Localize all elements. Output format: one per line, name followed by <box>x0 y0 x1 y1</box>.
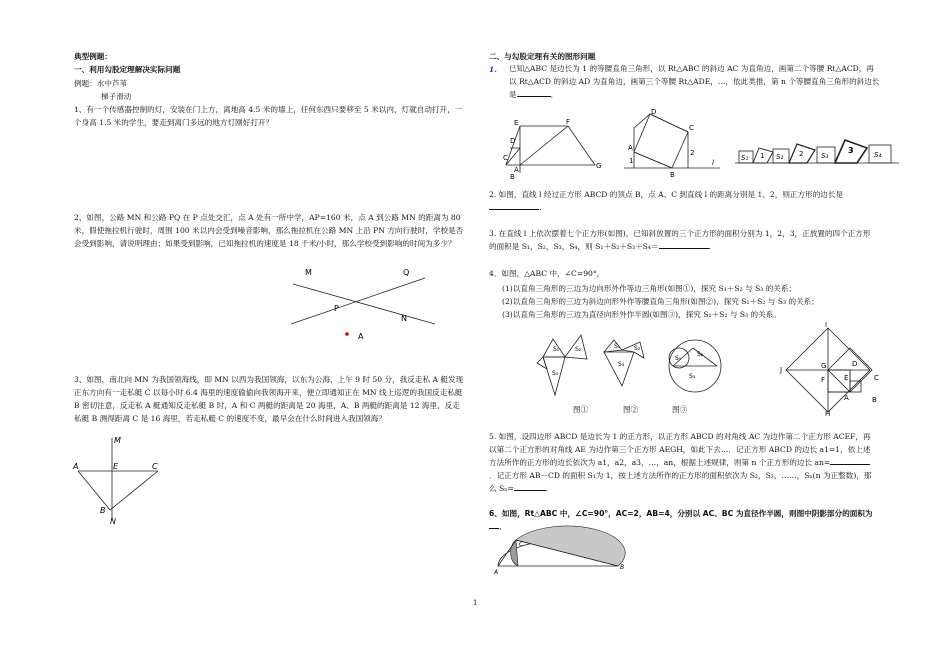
label-e: E <box>514 119 519 127</box>
label-g: G <box>596 162 602 170</box>
answer-blank-1 <box>517 88 551 97</box>
examples-line: 例题：水中芦苇 <box>74 79 128 88</box>
heading: 典型例题： <box>74 52 112 61</box>
road-mn <box>293 284 435 324</box>
label-c: C <box>689 124 694 132</box>
label-b: B <box>670 171 675 179</box>
label-p: P <box>334 304 339 313</box>
semicircles-figure <box>667 338 727 398</box>
label-s4: S₄ <box>874 151 882 159</box>
label-2: 2 <box>690 149 695 157</box>
label-s1: S₁ <box>741 154 749 162</box>
examples-ladder: 梯子滑动 <box>101 92 132 101</box>
label-d: D <box>510 137 516 145</box>
caption-fig-3: 图③ <box>672 405 688 414</box>
label-area-1: 1 <box>760 152 765 160</box>
label-f: F <box>566 118 571 126</box>
label-a: A <box>628 144 633 152</box>
section-1-title: 一、利用勾股定理解决实际问题 <box>74 65 181 74</box>
label-a: A <box>73 462 79 471</box>
right-question-4-part3: (3)以直角三角形的三边为直径向形外作半圆(如图③)，探究 S₁＋S₂ 与 S₃ 的关系。 <box>502 310 781 319</box>
label-area-2: 2 <box>799 150 804 158</box>
label-b: B <box>872 396 877 404</box>
seven-squares-figure <box>733 128 903 168</box>
label-h: H <box>825 410 831 418</box>
label-a: A <box>514 166 519 174</box>
caption-fig-1: 图① <box>573 405 589 414</box>
right-question-3: 3. 在直线 l 上依次摆着七个正方形(如图)，已知斜放置的三个正方形的面积分别为 1，2，3，正放置的四个正方形的面积是 S₁，S₂，S₃，S₄，则 S₁＋S₂＋S₃＋S₄＝ . <box>489 229 871 251</box>
section-2-title: 二、与勾股定理有关的图形问题 <box>489 52 596 61</box>
label-b: B <box>510 173 515 181</box>
equilateral-triangles-figure <box>535 325 595 400</box>
right-question-6: 6、如图，Rt△ABC 中，∠C=90°，AC=2，AB=4，分别以 AC、BC 为直径作半圆，则图中阴影部分的面积为． <box>489 509 873 531</box>
right-q1-number: 1. <box>489 65 497 74</box>
page-number: 1 <box>473 599 478 607</box>
label-j: J <box>780 366 783 374</box>
left-question-2: 2、如图，公路 MN 和公路 PQ 在 P 点处交汇，点 A 处有一所中学，AP=160 米，点 A 到公路 MN 的距离为 80 米，假使拖拉机行驶时，周围 100 米以内会受到噪音影响，那么拖拉机在公路 MN 上沿 PN 方向行驶时，学校是否会受到影响，请说明理由；如果受到影响，已知拖拉机的速度是 18 千米/小时，那么学校受到影响的时间为多少？ <box>74 213 464 248</box>
label-q: Q <box>403 268 410 277</box>
label-s2: S₂ <box>575 346 582 353</box>
label-s1: S₁ <box>553 346 560 353</box>
label-b: B <box>620 564 625 571</box>
label-s3: S₃ <box>552 370 559 377</box>
label-i: I <box>825 321 828 329</box>
label-m: M <box>114 436 121 445</box>
answer-blank-5b <box>514 482 546 491</box>
answer-blank-6 <box>489 520 499 529</box>
label-e: E <box>844 374 849 382</box>
label-d: D <box>651 108 657 116</box>
right-question-1: 已知△ABC 是边长为 1 的等腰直角三角形，以 Rt△ABC 的斜边 AC 为直角边，画第二个等腰 Rt△ACD，再以 Rt△ACD 的斜边 AD 为直角边，画第三个等腰 Rt△ADE，…，依此类推，第 n 个等腰直角三角形的斜边长是 ． <box>509 64 880 99</box>
left-question-3: 3、如图，南北向 MN 为我国领海线，即 MN 以西为我国领海，以东为公海，上午 9 时 50 分，我反走私 A 艇发现正东方向有一走私艇 C 以每小时 6.4 海里的速度偷偷向我领海开来，便立即通知正在 MN 线上巡逻的我国反走私艇 B 密切注意，反走私 A 艇通知反走私艇 B 时，A 和 C 两艇的距离是 20 海里，A、B 两艇的距离是 12 海里，反走私艇 B 测得距离 C 是 16 海里，若走私艇 C 的速度不变，最早会在什么时间进入我国领海？ <box>74 375 464 423</box>
right-question-4-part1: (1)以直角三角形的三边为边向形外作等边三角形(如图①)，探究 S₁＋S₂ 与 S₃ 的关系； <box>502 284 797 293</box>
label-d: D <box>852 360 858 368</box>
right-question-4-part2: (2)以直角三角形的三边为斜边向形外作等腰直角三角形(如图②)，探究 S₁＋S₂ 与 S₃ 的关系； <box>502 297 819 306</box>
line-ab <box>78 471 110 510</box>
label-c: C <box>503 154 508 162</box>
label-g: G <box>821 362 827 370</box>
spiral-triangles-figure <box>500 118 610 180</box>
answer-blank-5a <box>830 456 870 465</box>
label-b: B <box>100 506 106 515</box>
label-s1: S₁ <box>675 355 682 362</box>
label-s3: S₃ <box>618 361 625 368</box>
label-f: F <box>821 376 826 384</box>
label-s2: S₂ <box>697 351 704 358</box>
label-c: C <box>874 374 879 382</box>
label-s3: S₃ <box>689 373 696 380</box>
nested-squares-figure <box>778 322 888 416</box>
answer-blank-2 <box>489 201 539 210</box>
label-e: E <box>113 462 119 471</box>
label-a: A <box>844 394 849 402</box>
answer-blank-3 <box>659 240 709 249</box>
label-a: A <box>494 569 499 576</box>
label-s1: S₁ <box>614 343 621 350</box>
label-area-3: 3 <box>848 146 854 155</box>
label-s3: S₃ <box>821 152 829 160</box>
label-c: C <box>152 462 158 471</box>
label-1: 1 <box>629 157 634 165</box>
left-question-1: 1、有一个传感器控制的灯，安装在门上方，离地高 4.5 米的墙上，任何东西只要移至 5 米以内，灯就自动打开，一个身高 1.5 米的学生，要走到离门多远的地方灯刚好打开？ <box>74 105 463 127</box>
label-c: C <box>519 541 524 548</box>
label-s2: S₂ <box>776 153 784 161</box>
boats-figure <box>72 432 172 527</box>
label-a: A <box>358 332 364 341</box>
label-s2: S₂ <box>634 345 641 352</box>
label-n: N <box>110 517 116 526</box>
roads-figure <box>285 262 455 342</box>
line-cb <box>110 471 158 510</box>
right-question-5: 5. 如图，设四边形 ABCD 是边长为 1 的正方形，以正方形 ABCD 的对角线 AC 为边作第二个正方形 ACEF，再以第二个正方形的对角线 AE 为边作第三个正方形 AEGH，如此下去…．记正方形 ABCD 的边长 a1=1，依上述方法所作的正方形的边长依次为 a1，a2，a3，…，an，根据上述规律，则第 n 个正方形的边长 an=．记正方形 AB－CD 的面积 S₁为 1，按上述方法所作的正方形的面积依次为 S₂，S₃，……，Sₙ(n 为正整数)，那么 Sₙ= . <box>489 432 872 493</box>
isosceles-right-triangles-figure <box>598 336 658 401</box>
label-l: l <box>712 159 714 167</box>
caption-fig-2: 图② <box>623 405 639 414</box>
right-question-4-intro: 4．如图，△ABC 中，∠C=90°， <box>489 269 605 278</box>
right-question-2: 2. 如图，直线 l 经过正方形 ABCD 的顶点 B，点 A、C 到直线 l 的距离分别是 1、2，则正方形的边长是. <box>489 190 844 212</box>
label-n: N <box>401 314 407 323</box>
school-point-a <box>345 332 349 336</box>
shaded-semicircles-figure <box>494 532 634 577</box>
label-m: M <box>305 268 312 277</box>
square-on-line-figure <box>620 110 730 180</box>
